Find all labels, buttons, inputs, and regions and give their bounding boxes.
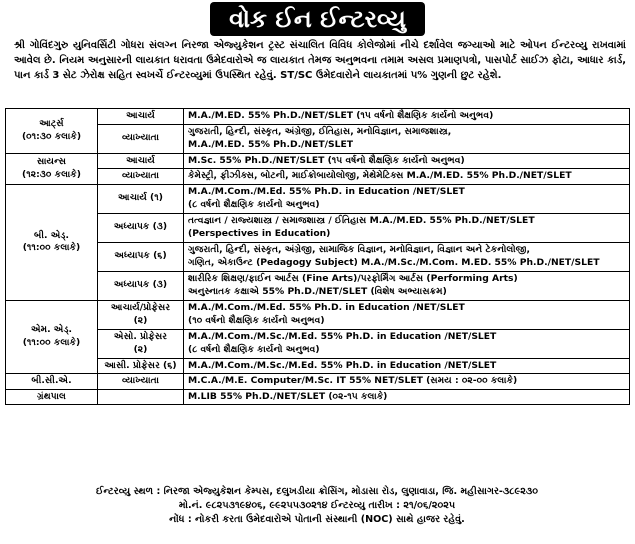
table-row xyxy=(6,374,630,390)
post-cell xyxy=(98,374,184,390)
post-cell xyxy=(98,271,184,300)
post-count: (૨) xyxy=(133,314,148,326)
category-time: (૧૧:૦૦ કલાકે) xyxy=(22,336,81,348)
post-cell xyxy=(98,300,184,329)
category-name: સાયન્સ xyxy=(36,156,67,167)
table-row xyxy=(6,329,630,358)
category-time: (૧૧:૦૦ કલાકે) xyxy=(22,242,81,253)
table-row xyxy=(6,271,630,300)
post-cell xyxy=(98,109,184,125)
qualification-line: ગુજરાતી, હિન્દી, સંસ્કૃત, અંગ્રેજી, ઈતિહાસ, મનોવિજ્ઞાન, સમાજશાસ્ત્ર, xyxy=(188,126,452,137)
qualification-line: શારીરિક શિક્ષણ/ફાઈન આર્ટસ (Fine Arts)/પરફોર્મિંગ આર્ટસ (Performing Arts) xyxy=(188,273,518,284)
qualification-line: ગુજરાતી, હિન્દી, સંસ્કૃત, અંગ્રેજી, સામાજિક વિજ્ઞાન, મનોવિજ્ઞાન, વિજ્ઞાન અને ટેકનોલોજી, xyxy=(188,244,531,255)
post-name: આચાર્ય (૧) xyxy=(118,192,163,204)
category-cell xyxy=(6,389,98,405)
qualification-cell xyxy=(184,124,630,153)
qualification-cell xyxy=(184,300,630,329)
qualification-cell xyxy=(184,389,630,405)
category-name: આર્ટ્સ xyxy=(39,118,64,130)
qualification-line: તત્વજ્ઞાન / રાજ્યશાસ્ત્ર / સમાજશાસ્ત્ર / ઈતિહાસ M.A./M.ED. 55% Ph.D./NET/SLET xyxy=(188,215,535,226)
post-name: વ્યાખ્યાતા xyxy=(122,132,159,144)
category-cell xyxy=(6,153,98,184)
qualification-line: (૧૦ વર્ષનો શૈક્ષણિક કાર્યનો અનુભવ) xyxy=(188,314,325,326)
qualification-cell xyxy=(184,242,630,271)
category-name: ગ્રંથપાલ xyxy=(37,390,66,402)
table-row xyxy=(6,124,630,153)
table-row xyxy=(6,300,630,329)
qualification-line: અનુસ્નાતક કક્ષાએ 55% Ph.D./NET/SLET (વિશેષ અભ્યાસક્રમ) xyxy=(188,285,447,297)
table-row xyxy=(6,169,630,185)
post-name: વ્યાખ્યાતા xyxy=(122,375,159,386)
qualification-line: M.A./M.ED. 55% Ph.D./NET/SLET xyxy=(188,138,354,150)
contact-and-date: મો.નં. ૯૮૨૫૩૧૯૪૦૬, ૯૯૨૫૫૩૦૨૧૪ ઈન્ટરવ્યુ તારીખ : ૨૧/૦૬/૨૦૨૫ xyxy=(178,500,456,511)
post-name: અધ્યાપક (૩) xyxy=(113,221,168,233)
post-cell xyxy=(98,213,184,242)
qualification-line: કેમેસ્ટ્રી, ફીઝીક્સ, બોટની, માઈક્રોબાયોલોજી, મેથેમેટિક્સ M.A./M.ED. 55% Ph.D./NET/SLET xyxy=(188,170,572,181)
post-count: (૨) xyxy=(133,343,148,355)
post-name: આસી. પ્રોફેસર (૬) xyxy=(104,359,177,371)
post-name: આચાર્ય/પ્રોફેસર xyxy=(110,302,171,313)
qualification-line: M.A./M.Com./M.Sc./M.Ed. 55% Ph.D. in Education /NET/SLET xyxy=(188,331,497,342)
qualification-cell xyxy=(184,184,630,213)
qualification-line: M.A./M.Com./M.Ed. 55% Ph.D. in Education /NET/SLET xyxy=(188,302,465,313)
qualification-line: (૮ વર્ષનો શૈક્ષણિક કાર્યનો અનુભવ) xyxy=(188,343,320,355)
category-time: (૦૧:૩૦ કલાકે) xyxy=(21,130,82,142)
post-cell xyxy=(98,153,184,169)
qualification-line: ગણિત, એકાઉન્ટ (Pedagogy Subject) M.A./M.Sc./M.Com. M.ED. 55% Ph.D./NET/SLET xyxy=(188,256,600,268)
post-cell xyxy=(98,389,184,405)
qualification-line: M.A./M.Com./M.Sc./M.Ed. 55% Ph.D. in Education /NET/SLET xyxy=(188,359,497,371)
post-name: અધ્યાપક (૬) xyxy=(114,250,167,262)
post-cell xyxy=(98,124,184,153)
page-title: વોક ઈન ઈન્ટરવ્યુ xyxy=(210,2,425,36)
table-row xyxy=(6,153,630,169)
qualification-cell xyxy=(184,329,630,358)
qualification-line: M.A./M.Com./M.Ed. 55% Ph.D. in Education /NET/SLET xyxy=(188,186,465,197)
table-row xyxy=(6,242,630,271)
qualification-line: (૮ વર્ષનો શૈક્ષણિક કાર્યનો અનુભવ) xyxy=(188,198,320,210)
table-row xyxy=(6,184,630,213)
interview-venue: ઈન્ટરવ્યુ સ્થળ : નિરજા એજ્યુકેશન કેમ્પસ, દલુખડીયા ક્રોસિંગ, મોડાસા રોડ, લુણાવાડા, જિ. મહીસાગર-૩૮૯૨૩૦ xyxy=(95,486,539,497)
intro-paragraph: શ્રી ગોવિંદગુરુ યુનિવર્સિટી ગોધરા સંલગ્ન નિરજા એજ્યુકેશન ટ્રસ્ટ સંચાલિત વિવિધ કોલેજોમાં નીચે દર્શાવેલ જગ્યાઓ માટે ઓપન ઈન્ટરવ્યુ રાખવામાં આવેલ છે. નિયમ અનુસારની લાયકાત ધરાવતા ઉમેદવારોએ જ લાયકાત તેમજ અનુભવના તમામ અસલ પ્રમાણપત્રો, પાસપોર્ટ સાઈઝ ફોટા, આધાર કાર્ડ, પાન કાર્ડ 3 સેટ ઝેરોક્ષ સહિત સ્વખર્ચે ઈન્ટરવ્યુમાં ઉપસ્થિત રહેવું. ST/SC ઉમેદવારોને લાયકાતમાં ૫% ગુણની છુટ રહેશે. xyxy=(14,40,626,81)
post-name: વ્યાખ્યાતા xyxy=(122,170,159,181)
qualification-line: M.LIB 55% Ph.D./NET/SLET (૦૨-૧૫ કલાકે) xyxy=(188,390,388,402)
qualification-cell xyxy=(184,271,630,300)
qualification-line: (Perspectives in Education) xyxy=(188,227,331,239)
table-row xyxy=(6,109,630,125)
footer xyxy=(5,485,629,527)
category-time: (૧૨:૩૦ કલાકે) xyxy=(22,168,81,180)
post-cell xyxy=(98,184,184,213)
post-cell xyxy=(98,169,184,185)
post-cell xyxy=(98,242,184,271)
table-row xyxy=(6,358,630,374)
category-cell xyxy=(6,184,98,300)
positions-table xyxy=(5,108,630,405)
category-cell xyxy=(6,300,98,374)
note: નોંધ : નોકરી કરતા ઉમેદવારોએ પોતાની સંસ્થાની (NOC) સાથે હાજર રહેવું. xyxy=(169,514,465,525)
post-cell xyxy=(98,329,184,358)
qualification-cell xyxy=(184,169,630,185)
qualification-cell xyxy=(184,358,630,374)
table-row xyxy=(6,213,630,242)
qualification-cell xyxy=(184,374,630,390)
qualification-line: M.C.A./M.E. Computer/M.Sc. IT 55% NET/SLET (સમય : ૦૨-૦૦ કલાકે) xyxy=(188,375,518,386)
qualification-cell xyxy=(184,109,630,125)
category-cell xyxy=(6,109,98,154)
category-cell xyxy=(6,374,98,390)
post-name: આચાર્ય xyxy=(126,110,155,121)
category-name: બી.સી.એ. xyxy=(31,375,72,386)
post-cell xyxy=(98,358,184,374)
qualification-cell xyxy=(184,213,630,242)
post-name: એસો. પ્રોફેસર xyxy=(113,331,168,342)
post-name: આચાર્ય xyxy=(126,154,155,166)
table-row xyxy=(6,389,630,405)
qualification-cell xyxy=(184,153,630,169)
category-name: એમ. એડ્. xyxy=(30,324,73,336)
category-name: બી. એડ્. xyxy=(34,229,69,241)
post-name: અધ્યાપક (૩) xyxy=(113,279,168,291)
qualification-line: M.A./M.ED. 55% Ph.D./NET/SLET (૧૫ વર્ષનો શૈક્ષણિક કાર્યનો અનુભવ) xyxy=(188,110,494,121)
qualification-line: M.Sc. 55% Ph.D./NET/SLET (૧૫ વર્ષનો શૈક્ષણિક કાર્યનો અનુભવ) xyxy=(188,154,465,166)
